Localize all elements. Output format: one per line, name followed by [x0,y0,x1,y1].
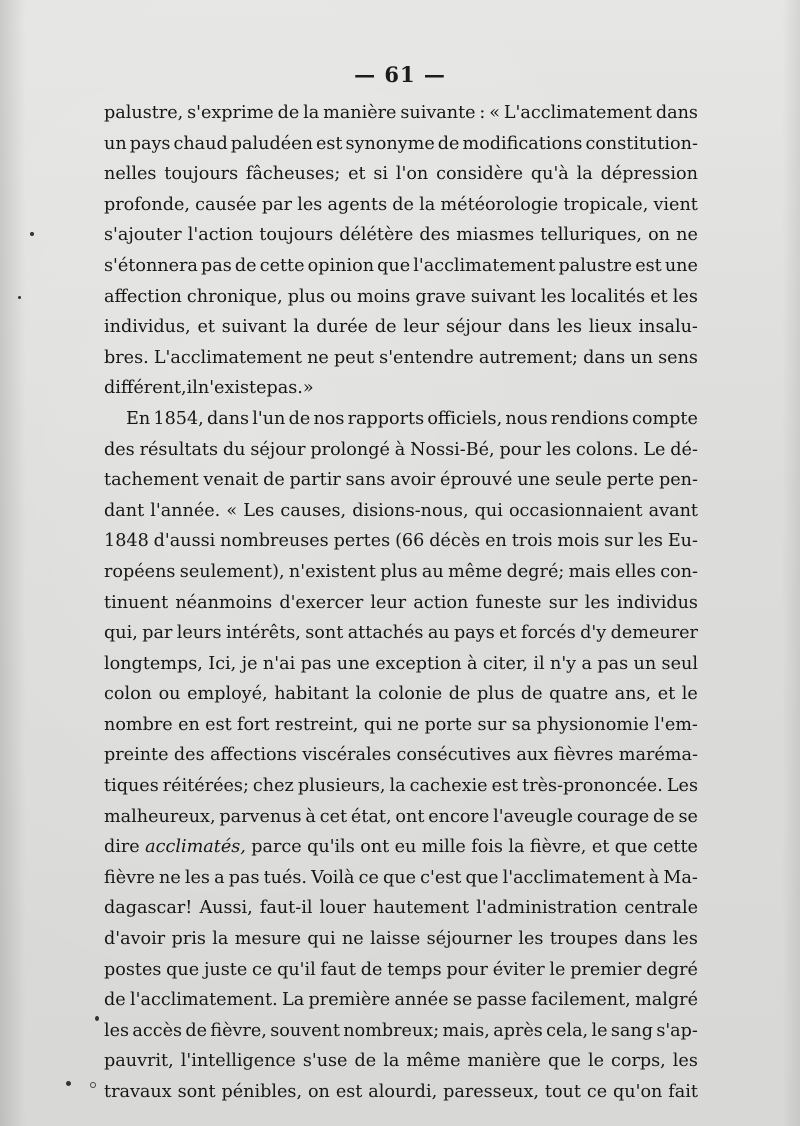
text-line: différent, il n'existe pas. » [104,378,314,399]
text-line: affection chronique, plus ou moins grave suivant les localités et les [104,286,698,307]
text-line: bres. L'acclimatement ne peut s'entendre autrement; dans un sens [104,347,698,368]
text-line: nombre en est fort restreint, qui ne porte sur sa physionomie l'em- [104,714,698,735]
text-line: dant l'année. « Les causes, disions-nous, qui occasionnaient avant [104,500,698,521]
text-line: tachement venait de partir sans avoir éprouvé une seule perte pen- [104,470,698,491]
text-line: dire acclimatés, parce qu'ils ont eu mille fois la fièvre, et que cette [104,837,698,858]
text-line: un pays chaud paludéen est synonyme de modifications constitution- [104,133,698,154]
text-line: qui, par leurs intérêts, sont attachés au pays et forcés d'y demeurer [104,623,698,644]
scan-speck [66,1081,71,1086]
page-number: — 61 — [354,62,446,87]
text-line: colon ou employé, habitant la colonie de plus de quatre ans, et le [104,684,698,705]
text-line: travaux sont pénibles, on est alourdi, paresseux, tout ce qu'on fait [104,1082,698,1102]
text-line: 1848 d'aussi nombreuses pertes (66 décès en trois mois sur les Eu- [104,531,698,552]
scan-speck [18,296,21,299]
text-line: de l'acclimatement. La première année se passe facilement, malgré [104,990,698,1011]
text-line: fièvre ne les a pas tués. Voilà ce que c'est que l'acclimatement à Ma- [104,867,698,888]
text-line: En 1854, dans l'un de nos rapports officiels, nous rendions compte [126,408,698,429]
text-line: d'avoir pris la mesure qui ne laisse séjourner les troupes dans les [104,929,698,950]
scan-speck [95,1016,99,1021]
text-line: des résultats du séjour prolongé à Nossi-Bé, pour les colons. Le dé- [104,439,698,460]
text-line: tinuent néanmoins d'exercer leur action funeste sur les individus [104,592,698,613]
scan-speck [30,232,34,236]
text-line: malheureux, parvenus à cet état, ont encore l'aveugle courage de se [104,806,698,827]
text-line: les accès de fièvre, souvent nombreux; mais, après cela, le sang s'ap- [104,1020,698,1041]
body-text [104,98,698,1108]
text-line: postes que juste ce qu'il faut de temps pour éviter le premier degré [104,959,698,980]
text-line: profonde, causée par les agents de la météorologie tropicale, vient [104,194,698,215]
text-line: s'ajouter l'action toujours délétère des miasmes telluriques, on ne [104,225,698,246]
text-line: palustre, s'exprime de la manière suivante : « L'acclimatement dans [104,103,698,123]
text-line: preinte des affections viscérales consécutives aux fièvres maréma- [104,745,698,766]
text-line: s'étonnera pas de cette opinion que l'acclimatement palustre est une [104,255,698,276]
scan-speck [90,1082,96,1088]
text-line: longtemps, Ici, je n'ai pas une exception à citer, il n'y a pas un seul [104,653,698,674]
text-line: dagascar! Aussi, faut-il louer hautement l'administration centrale [104,898,698,919]
text-line: nelles toujours fâcheuses; et si l'on considère qu'à la dépression [104,164,698,185]
text-line: individus, et suivant la durée de leur séjour dans les lieux insalu- [104,317,698,338]
text-line: ropéens seulement), n'existent plus au même degré; mais elles con- [104,561,698,582]
text-line: pauvrit, l'intelligence s'use de la même manière que le corps, les [104,1051,698,1072]
text-line: tiques réitérées; chez plusieurs, la cachexie est très-prononcée. Les [104,776,698,797]
